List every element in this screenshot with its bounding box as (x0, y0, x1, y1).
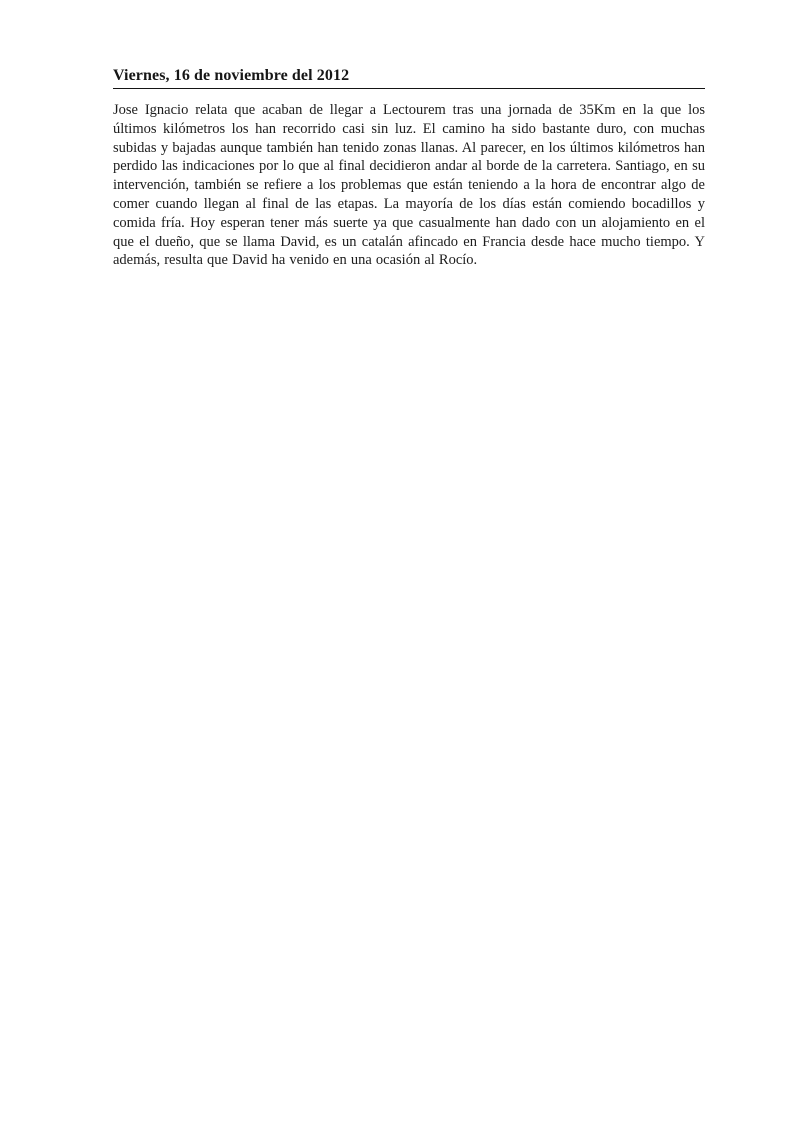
page-content (113, 67, 705, 270)
date-heading: Viernes, 16 de noviembre del 2012 (113, 67, 705, 89)
journal-paragraph: Jose Ignacio relata que acaban de llegar a Lectourem tras una jornada de 35Km en la que los últimos kilómetros los han recorrido casi sin luz. El camino ha sido bastante duro, con muchas subidas y bajadas aunque también han tenido zonas llanas. Al parecer, en los últimos kilómetros han perdido las indicaciones por lo que al final decidieron andar al borde de la carretera. Santiago, en su intervención, también se refiere a los problemas que están teniendo a la hora de encontrar algo de comer cuando llegan al final de las etapas. La mayoría de los días están comiendo bocadillos y comida fría. Hoy esperan tener más suerte ya que casualmente han dado con un alojamiento en el que el dueño, que se llama David, es un catalán afincado en Francia desde hace mucho tiempo. Y además, resulta que David ha venido en una ocasión al Rocío. (113, 102, 705, 269)
